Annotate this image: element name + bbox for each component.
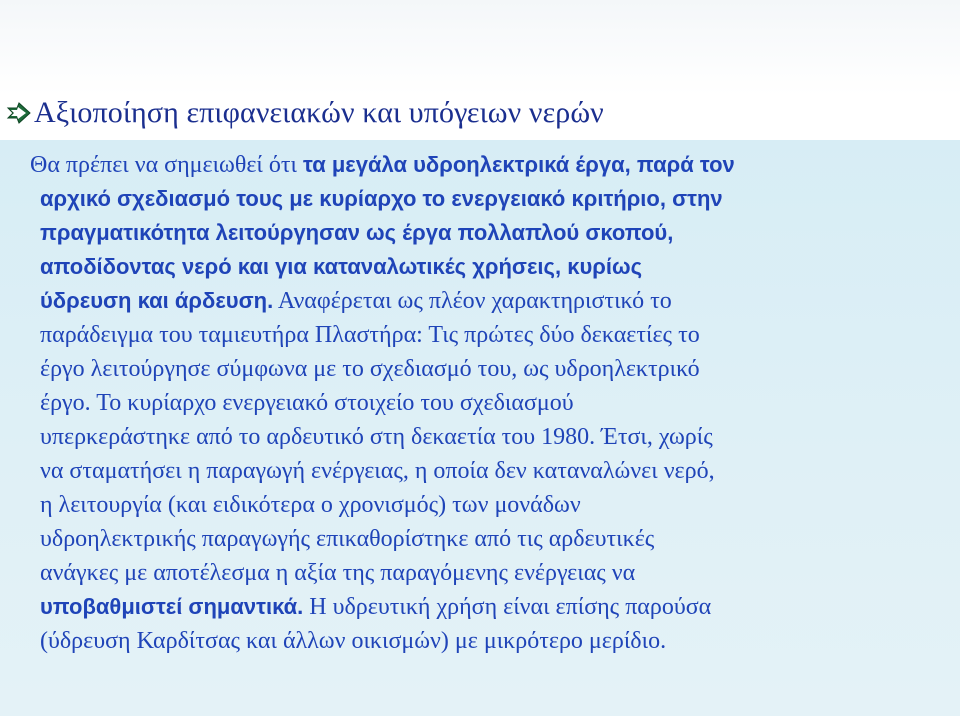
content-area	[0, 140, 960, 716]
text-line	[30, 148, 942, 182]
arrow-checkmark-icon	[6, 98, 32, 128]
header-band	[0, 0, 960, 95]
title-row	[6, 93, 604, 133]
text-line: έργο. Το κυρίαρχο ενεργειακό στοιχείο του σχεδιασμού	[40, 390, 574, 416]
text-line: υπερκεράστηκε από το αρδευτικό στη δεκαετία του 1980. Έτσι, χωρίς	[40, 424, 713, 450]
text-line: πραγματικότητα λειτούργησαν ως έργα πολλαπλού σκοπού,	[40, 220, 674, 245]
text-line: αρχικό σχεδιασμό τους με κυρίαρχο το ενεργειακό κριτήριο, στην	[40, 186, 723, 211]
text-line: ανάγκες με αποτέλεσμα η αξία της παραγόμενης ενέργειας να	[40, 560, 636, 586]
text-line: (ύδρευση Καρδίτσας και άλλων οικισμών) με μικρότερο μερίδιο.	[40, 628, 667, 654]
text-run: Αναφέρεται ως πλέον χαρακτηριστικό το	[273, 288, 672, 314]
text-line	[30, 590, 942, 624]
slide-title: Αξιοποίηση επιφανειακών και υπόγειων νερών	[34, 96, 604, 129]
text-line: αποδίδοντας νερό και για καταναλωτικές χρήσεις, κυρίως	[40, 254, 643, 279]
body-paragraph	[30, 148, 942, 658]
text-line: να σταματήσει η παραγωγή ενέργειας, η οποία δεν καταναλώνει νερό,	[40, 458, 715, 484]
text-line: υδροηλεκτρικής παραγωγής επικαθορίστηκε από τις αρδευτικές	[40, 526, 655, 552]
emphasis-text: ύδρευση και άρδευση.	[40, 288, 274, 313]
text-run: Θα πρέπει να σημειωθεί ότι	[30, 152, 303, 178]
text-run: Η υδρευτική χρήση είναι επίσης παρούσα	[303, 594, 712, 620]
emphasis-text: τα μεγάλα υδροηλεκτρικά έργα, παρά τον	[302, 152, 735, 177]
text-line: παράδειγμα του ταμιευτήρα Πλαστήρα: Τις πρώτες δύο δεκαετίες το	[40, 322, 700, 348]
text-line: η λειτουργία (και ειδικότερα ο χρονισμός) των μονάδων	[40, 492, 581, 518]
text-line: έργο λειτούργησε σύμφωνα με το σχεδιασμό του, ως υδροηλεκτρικό	[40, 356, 700, 382]
text-line	[30, 284, 942, 318]
emphasis-text: υποβαθμιστεί σημαντικά.	[40, 594, 304, 619]
